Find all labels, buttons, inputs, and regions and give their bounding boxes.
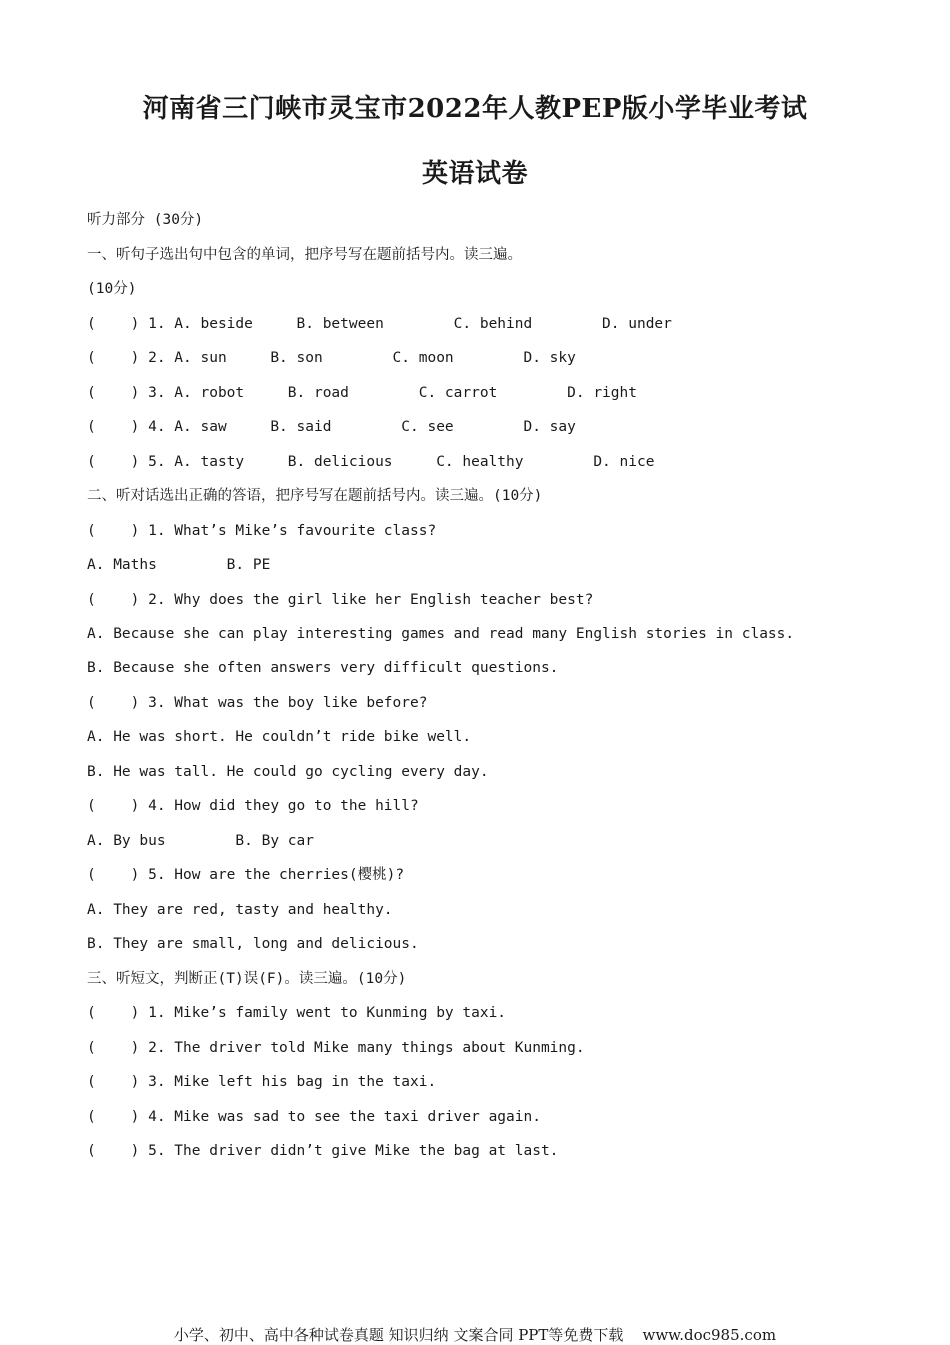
question-line: ( ) 2. A. sun B. son C. moon D. sky: [87, 350, 576, 366]
question-line: ( ) 4. How did they go to the hill?: [87, 798, 419, 814]
exam-title-line2: 英语试卷: [421, 159, 528, 189]
answer-option: A. Maths B. PE: [87, 557, 271, 573]
answer-option: A. Because she can play interesting games and read many English stories in class.: [87, 626, 795, 642]
answer-option: B. They are small, long and delicious.: [87, 936, 419, 952]
question-line: ( ) 4. Mike was sad to see the taxi driver again.: [87, 1109, 541, 1125]
question-line: ( ) 2. The driver told Mike many things about Kunming.: [87, 1040, 585, 1056]
exam-title-line1: 河南省三门峡市灵宝市2022年人教PEP版小学毕业考试: [142, 94, 808, 124]
question-line: ( ) 1. What’s Mike’s favourite class?: [87, 523, 437, 539]
page-footer: 小学、初中、高中各种试卷真题 知识归纳 文案合同 PPT等免费下载 www.doc985.com: [173, 1326, 777, 1344]
question-line: ( ) 1. Mike’s family went to Kunming by taxi.: [87, 1005, 507, 1021]
part1-score: (10分): [87, 281, 137, 297]
question-line: ( ) 4. A. saw B. said C. see D. say: [87, 419, 576, 435]
part2-instruction: 二、听对话选出正确的答语，把序号写在题前括号内。读三遍。(10分): [87, 488, 543, 504]
question-line: ( ) 3. A. robot B. road C. carrot D. right: [87, 385, 637, 401]
answer-option: A. They are red, tasty and healthy.: [87, 902, 393, 918]
answer-option: B. He was tall. He could go cycling every day.: [87, 764, 489, 780]
question-line: ( ) 1. A. beside B. between C. behind D. under: [87, 316, 672, 332]
part1-instruction: 一、听句子选出句中包含的单词，把序号写在题前括号内。读三遍。: [87, 247, 522, 263]
question-line: ( ) 5. A. tasty B. delicious C. healthy D. nice: [87, 454, 655, 470]
question-line: ( ) 3. What was the boy like before?: [87, 695, 428, 711]
question-line: ( ) 3. Mike left his bag in the taxi.: [87, 1074, 437, 1090]
question-line: ( ) 5. The driver didn’t give Mike the bag at last.: [87, 1143, 559, 1159]
part3-instruction: 三、听短文，判断正(T)误(F)。读三遍。(10分): [87, 971, 407, 987]
question-line: ( ) 5. How are the cherries(樱桃)?: [87, 867, 405, 883]
answer-option: A. By bus B. By car: [87, 833, 314, 849]
question-line: ( ) 2. Why does the girl like her English teacher best?: [87, 592, 594, 608]
answer-option: B. Because she often answers very difficult questions.: [87, 660, 559, 676]
answer-option: A. He was short. He couldn’t ride bike well.: [87, 729, 472, 745]
section-heading-listening: 听力部分 (30分): [87, 212, 204, 228]
